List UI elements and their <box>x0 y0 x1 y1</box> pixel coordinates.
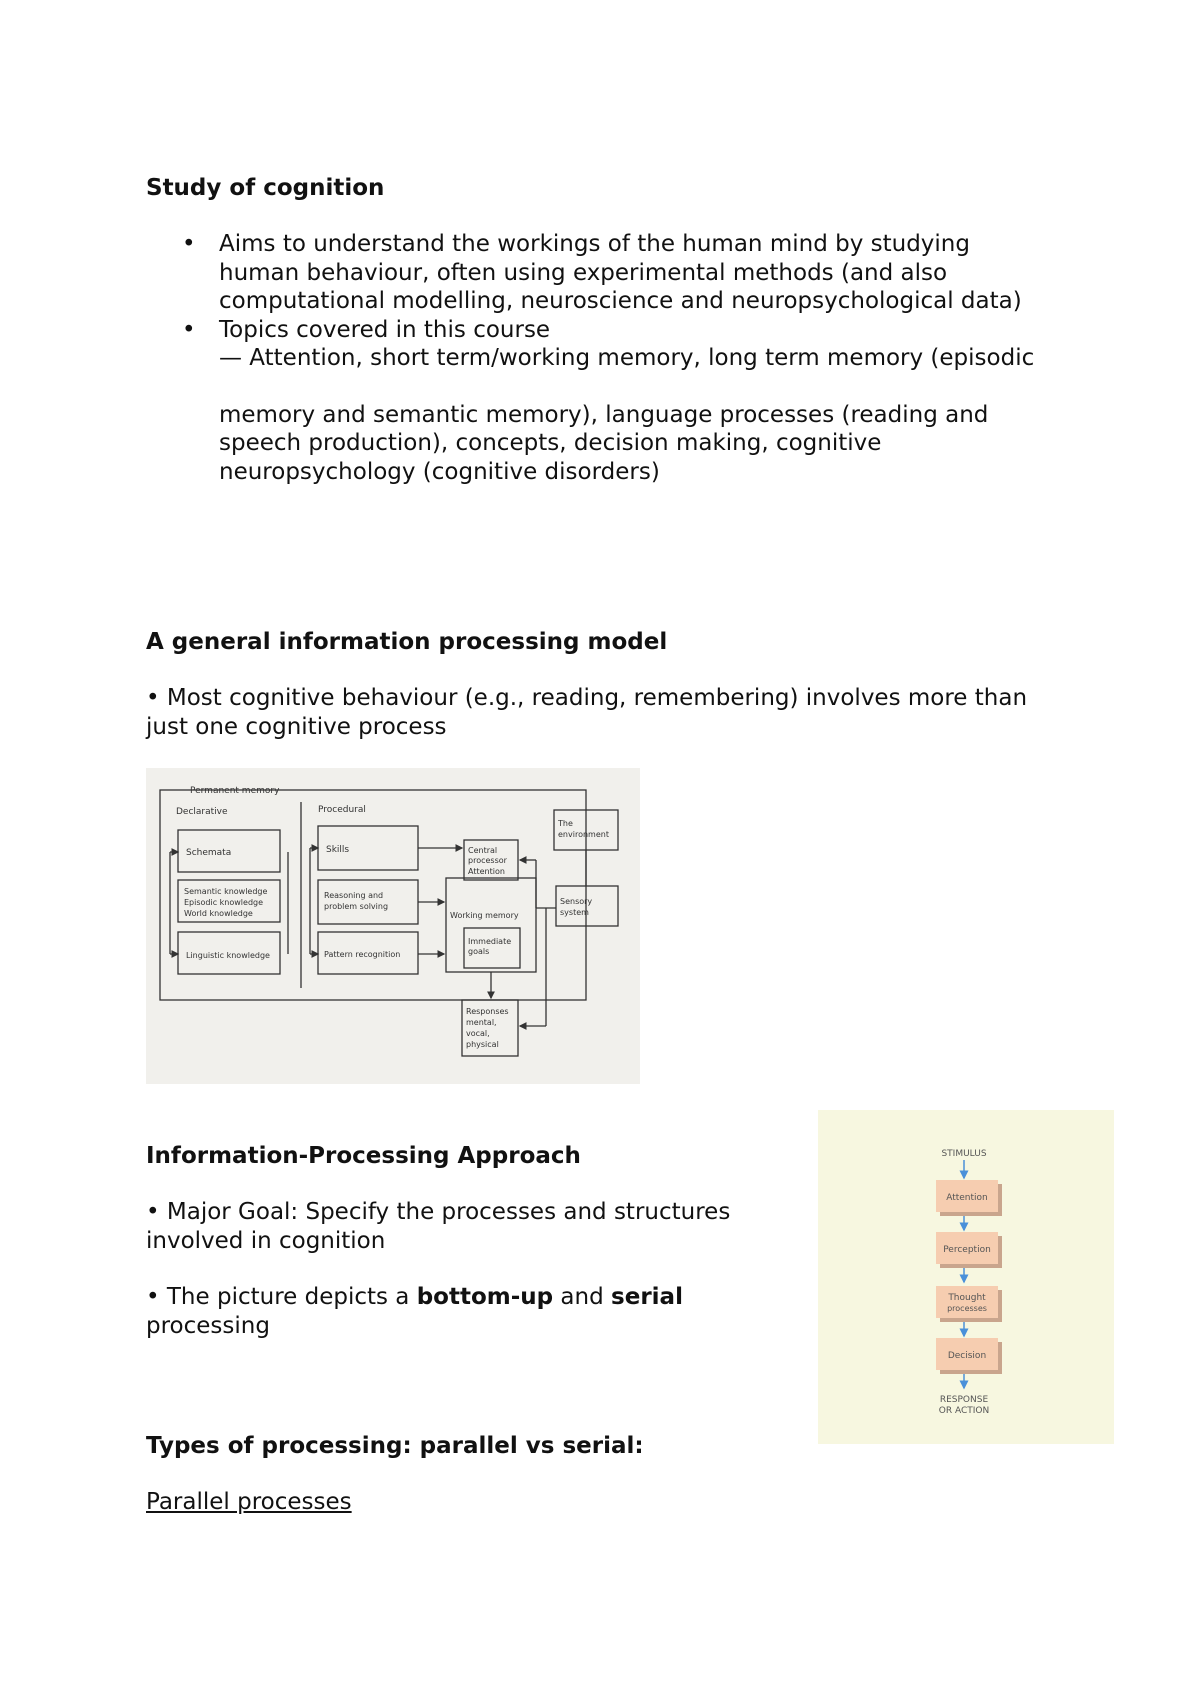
svg-text:system: system <box>560 908 589 917</box>
list-item: • Aims to understand the workings of the human mind by studying human behaviour, often using experimental methods (and also computational modelling, neuroscience and neuropsychological data) <box>182 231 1022 314</box>
stage-thought-sub-label: processes <box>947 1304 987 1313</box>
section-types-of-processing <box>146 1432 1046 1517</box>
information-processing-model-diagram <box>146 768 640 1084</box>
declarative-label: Declarative <box>176 807 228 817</box>
heading-types-of-processing: Types of processing: parallel vs serial: <box>146 1433 644 1459</box>
stimulus-label: STIMULUS <box>941 1149 987 1159</box>
model-diagram-svg <box>146 768 640 1084</box>
section-info-processing-approach <box>146 1142 786 1340</box>
svg-text:Episodic knowledge: Episodic knowledge <box>184 898 264 907</box>
working-memory-label: Working memory <box>450 911 519 920</box>
procedural-label: Procedural <box>318 805 366 815</box>
bullet-icon: • <box>182 316 196 343</box>
skills-label: Skills <box>326 845 350 855</box>
permanent-memory-label: Permanent memory <box>190 786 280 796</box>
svg-text:Attention: Attention <box>468 867 505 876</box>
serial-processing-diagram <box>818 1110 1114 1444</box>
svg-text:Sensory: Sensory <box>560 897 593 906</box>
general-model-bullet: • Most cognitive behaviour (e.g., reading, remembering) involves more than just one cognitive process <box>146 685 1028 740</box>
linguistic-label: Linguistic knowledge <box>186 951 270 960</box>
bullet-icon: • <box>182 231 196 257</box>
response-label-2: OR ACTION <box>938 1406 990 1416</box>
svg-text:environment: environment <box>558 830 609 839</box>
stage-perception-label: Perception <box>943 1245 991 1255</box>
stage-decision-label: Decision <box>947 1351 987 1361</box>
topics-line-1: — Attention, short term/working memory, long term memory (episodic <box>219 345 1035 371</box>
pattern-label: Pattern recognition <box>324 950 401 959</box>
sensory-system-box <box>556 886 618 926</box>
schemata-label: Schemata <box>186 848 232 858</box>
svg-text:mental,: mental, <box>466 1018 497 1027</box>
parallel-processes-subheading: Parallel processes <box>146 1489 352 1515</box>
svg-text:Responses: Responses <box>466 1007 509 1016</box>
svg-text:vocal,: vocal, <box>466 1029 490 1038</box>
serial-diagram-svg <box>818 1110 1114 1444</box>
heading-info-processing-approach: Information-Processing Approach <box>146 1143 581 1169</box>
svg-text:Immediate: Immediate <box>468 937 512 946</box>
svg-text:physical: physical <box>466 1040 499 1049</box>
svg-text:goals: goals <box>468 947 490 956</box>
section-study-of-cognition <box>146 174 1046 486</box>
picture-depicts-bullet: • The picture depicts a bottom-up and serial processing <box>146 1284 683 1339</box>
svg-text:problem solving: problem solving <box>324 902 389 911</box>
heading-general-model: A general information processing model <box>146 629 668 655</box>
heading-study-of-cognition: Study of cognition <box>146 175 385 201</box>
svg-text:World knowledge: World knowledge <box>184 909 253 918</box>
list-item: • Topics covered in this course — Attention, short term/working memory, long term memory (episodic memory and semantic memory), language processes (reading and speech production), concepts, decision making, cognitive neuropsychology (cognitive disorders) <box>146 316 1046 487</box>
svg-text:Semantic knowledge: Semantic knowledge <box>184 887 268 896</box>
topics-line-2: memory and semantic memory), language processes (reading and speech production), concepts, decision making, cognitive neuropsychology (cognitive disorders) <box>219 401 989 485</box>
svg-text:processor: processor <box>468 856 507 865</box>
stage-attention-label: Attention <box>946 1193 988 1203</box>
major-goal-bullet: • Major Goal: Specify the processes and structures involved in cognition <box>146 1199 731 1254</box>
svg-text:The: The <box>558 819 573 828</box>
bullet-list <box>146 230 1046 486</box>
stage-thought-label: Thought <box>948 1293 986 1303</box>
section-general-model <box>146 628 1046 741</box>
response-label-1: RESPONSE <box>939 1395 989 1405</box>
svg-text:Central: Central <box>468 846 498 855</box>
svg-text:Reasoning and: Reasoning and <box>324 891 384 900</box>
working-memory-box <box>446 878 536 972</box>
